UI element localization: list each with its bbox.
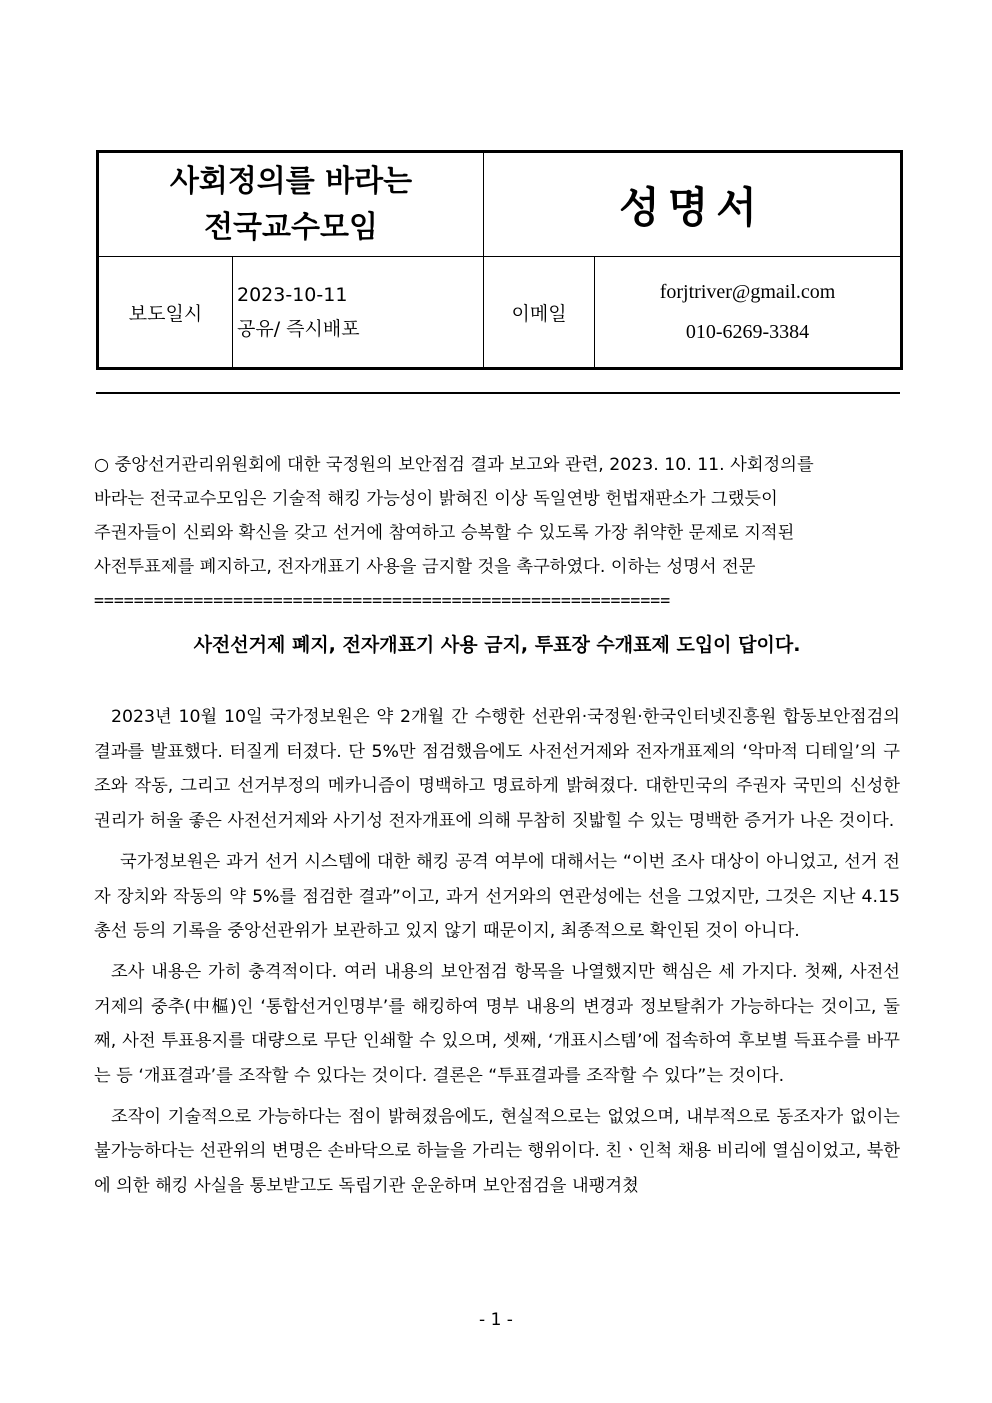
distribution-note: 공유/ 즉시배포 (237, 318, 360, 340)
release-date-cell (233, 257, 484, 369)
intro-line: 주권자들이 신뢰와 확신을 갖고 선거에 참여하고 승복할 수 있도록 가장 취약한 문제로 지적된 (94, 523, 795, 543)
phone-value: 010-6269-3384 (685, 321, 810, 343)
organization-name-line2: 전국교수모임 (204, 209, 378, 245)
header-table (96, 150, 903, 370)
release-date-label: 보도일시 (98, 257, 233, 369)
statement-headline: 사전선거제 폐지, 전자개표기 사용 금지, 투표장 수개표제 도입이 답이다. (193, 634, 801, 656)
body-paragraph: 조작이 기술적으로 가능하다는 점이 밝혀졌음에도, 현실적으로는 없었으며, 내부적으로 동조자가 없이는 불가능하다는 선관위의 변명은 손바닥으로 하늘을 가리는 행위이다. 친ㆍ인척 채용 비리에 열심이었고, 북한에 의한 해킹 사실을 통보받고도 독립기관 운운하며 보안점검을 내팽겨쳤 (94, 1106, 900, 1197)
organization-name-line1: 사회정의를 바라는 (169, 163, 413, 199)
intro-line: 바라는 전국교수모임은 기술적 해킹 가능성이 밝혀진 이상 독일연방 헌법재판소가 그랬듯이 (94, 489, 778, 509)
intro-line: 사전투표제를 폐지하고, 전자개표기 사용을 금지할 것을 촉구하였다. 이하는 성명서 전문 (94, 557, 756, 577)
contact-cell (595, 257, 902, 369)
document-title: 성명서 (484, 152, 902, 257)
email-label: 이메일 (484, 257, 595, 369)
equals-separator: ========================================================== (94, 591, 671, 610)
page-number: - 1 - (479, 1310, 513, 1330)
body-paragraph: 2023년 10월 10일 국가정보원은 약 2개월 간 수행한 선관위·국정원·한국인터넷진흥원 합동보안점검의 결과를 발표했다. 터질게 터졌다. 단 5%만 점검했음에도 사전선거제와 전자개표제의 ‘악마적 디테일’의 구조와 작동, 그리고 선거부정의 메카니즘이 명백하고 명료하게 밝혀졌다. 대한민국의 주권자 국민의 신성한 권리가 허울 좋은 사전선거제와 사기성 전자개표에 의해 무참히 짓밟힐 수 있는 명백한 증거가 나온 것이다. (94, 707, 900, 832)
statement-body (94, 700, 900, 1210)
body-paragraph: 국가정보원은 과거 선거 시스템에 대한 해킹 공격 여부에 대해서는 “이번 조사 대상이 아니었고, 선거 전자 장치와 작동의 약 5%를 점검한 결과”이고, 과거 선거와의 연관성에는 선을 그었지만, 그것은 지난 4.15 총선 등의 기록을 중앙선관위가 보관하고 있지 않기 때문이지, 최종적으로 확인된 것이 아니다. (94, 851, 900, 942)
intro-line: ○ 중앙선거관리위원회에 대한 국정원의 보안점검 결과 보고와 관련, 2023. 10. 11. 사회정의를 (94, 455, 814, 475)
email-value: forjtriver@gmail.com (659, 281, 836, 303)
intro-summary (94, 448, 900, 584)
organization-name-cell (98, 152, 484, 257)
release-date-value: 2023-10-11 (237, 284, 348, 306)
horizontal-divider (96, 392, 900, 394)
body-paragraph: 조사 내용은 가히 충격적이다. 여러 내용의 보안점검 항목을 나열했지만 핵심은 세 가지다. 첫째, 사전선거제의 중추(中樞)인 ‘통합선거인명부’를 해킹하여 명부 내용의 변경과 정보탈취가 가능하다는 것이고, 둘째, 사전 투표용지를 대량으로 무단 인쇄할 수 있으며, 셋째, ‘개표시스템’에 접속하여 후보별 득표수를 바꾸는 등 ‘개표결과’를 조작할 수 있다는 것이다. 결론은 “투표결과를 조작할 수 있다”는 것이다. (94, 961, 900, 1087)
